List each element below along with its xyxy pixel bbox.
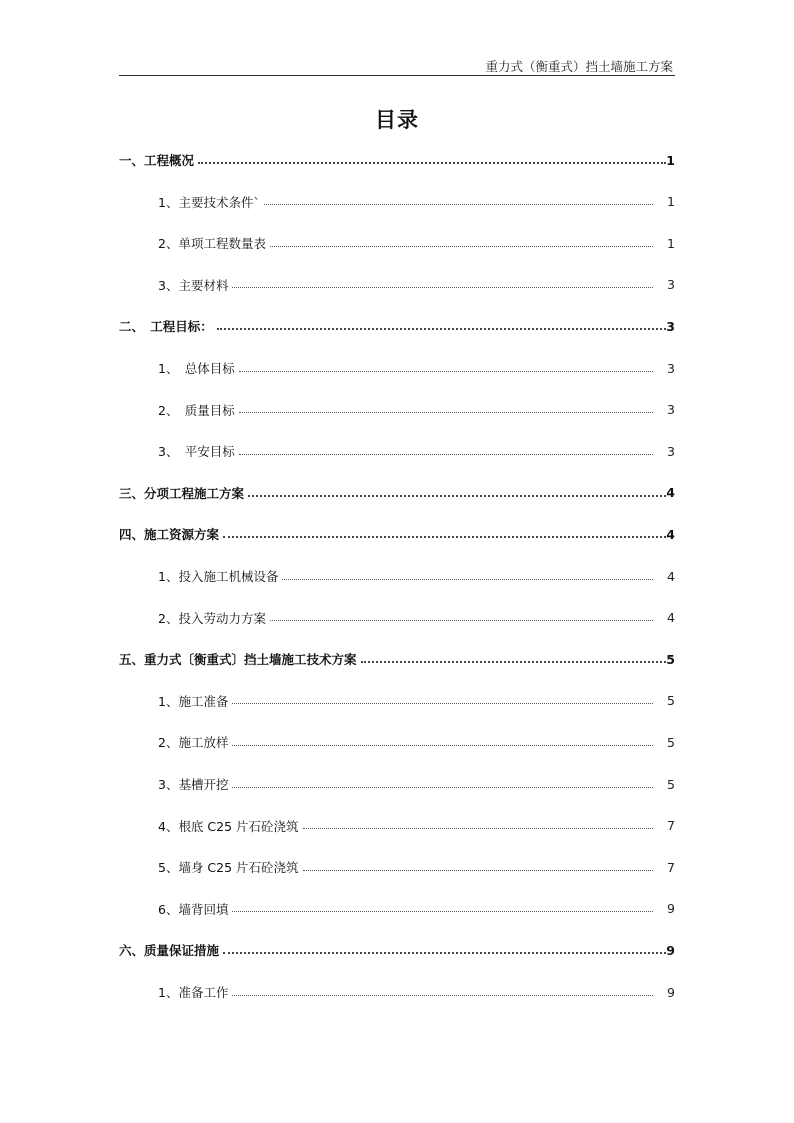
toc-entry-label: 1、施工准备 (158, 693, 229, 709)
toc-dot-leader (232, 703, 653, 704)
toc-section-entry[interactable] (119, 514, 675, 554)
toc-entry-label: 6、墙背回填 (158, 901, 229, 917)
toc-subsection-entry[interactable] (158, 556, 675, 596)
toc-entry-label: 2、 质量目标 (158, 402, 235, 418)
toc-entry-label: 1、 总体目标 (158, 361, 235, 376)
toc-dot-leader (248, 495, 666, 497)
toc-page-number: 9 (667, 984, 675, 1000)
toc-subsection-entry[interactable] (158, 182, 675, 222)
toc-dot-leader (232, 911, 653, 912)
toc-entry-label: 5、墙身 C25 片石砼浇筑 (158, 860, 299, 876)
toc-entry-label: 四、施工资源方案 (119, 527, 220, 543)
toc-entry-label: 3、 平安目标 (158, 444, 235, 460)
toc-dot-leader (264, 204, 653, 205)
toc-dot-leader (303, 870, 654, 871)
toc-entry-label: 4、根底 C25 片石砼浇筑 (158, 818, 299, 834)
toc-section-entry[interactable] (119, 930, 675, 970)
toc-page-number: 3 (667, 360, 675, 376)
toc-page-number: 1 (666, 152, 675, 168)
toc-dot-leader (270, 620, 653, 621)
toc-page-number: 3 (666, 318, 675, 334)
toc-subsection-entry[interactable] (158, 223, 675, 263)
toc-page-number: 5 (667, 776, 675, 792)
toc-entry-label: 二、 工程目标： (119, 319, 213, 335)
toc-subsection-entry[interactable] (158, 681, 675, 721)
header-title: 重力式（衡重式）挡土墙施工方案 (485, 59, 673, 74)
toc-dot-leader (223, 536, 666, 538)
toc-entry-label: 2、施工放样 (158, 735, 229, 751)
toc-dot-leader (239, 454, 653, 455)
toc-page-number: 4 (667, 610, 675, 626)
toc-dot-leader (239, 412, 653, 413)
toc-page-number: 9 (667, 901, 675, 917)
toc-page-number: 3 (667, 443, 675, 459)
toc-entry-label: 五、重力式〔衡重式〕挡土墙施工技术方案 (119, 652, 357, 668)
toc-page-number: 4 (666, 526, 675, 542)
header-rule (119, 75, 675, 76)
toc-dot-leader (270, 246, 653, 247)
toc-entry-label: 1、主要技术条件` (158, 194, 260, 210)
toc-dot-leader (361, 661, 667, 663)
toc-entry-label: 3、基槽开挖 (158, 777, 229, 792)
toc-dot-leader (282, 579, 653, 580)
toc-page-number: 5 (666, 651, 675, 667)
toc-section-entry[interactable] (119, 473, 675, 513)
toc-dot-leader (198, 162, 666, 164)
toc-page-number: 1 (667, 194, 675, 210)
toc-subsection-entry[interactable] (158, 972, 675, 1012)
toc-section-entry[interactable] (119, 306, 675, 346)
toc-dot-leader (232, 787, 653, 788)
toc-dot-leader (232, 287, 653, 288)
toc-entry-label: 2、投入劳动力方案 (158, 610, 266, 626)
toc-entry-label: 三、分项工程施工方案 (119, 485, 245, 501)
toc-page-number: 7 (667, 818, 675, 834)
toc-subsection-entry[interactable] (158, 390, 675, 430)
toc-entry-label: 六、质量保证措施 (119, 943, 220, 959)
toc-page-number: 3 (667, 277, 675, 293)
toc-subsection-entry[interactable] (158, 889, 675, 929)
toc-subsection-entry[interactable] (158, 431, 675, 471)
toc-dot-leader (303, 828, 654, 829)
toc-entry-label: 1、准备工作 (158, 985, 229, 1000)
document-title: 目录 (375, 108, 419, 132)
toc-page-number: 3 (667, 402, 675, 418)
toc-section-entry[interactable] (119, 639, 675, 679)
toc-subsection-entry[interactable] (158, 598, 675, 638)
toc-section-entry[interactable] (119, 140, 675, 180)
toc-entry-label: 一、工程概况 (119, 153, 195, 168)
toc-subsection-entry[interactable] (158, 847, 675, 887)
toc-page-number: 7 (667, 859, 675, 875)
toc-dot-leader (223, 952, 666, 954)
toc-page-number: 1 (667, 235, 675, 251)
toc-dot-leader (217, 328, 667, 330)
toc-dot-leader (239, 371, 653, 372)
toc-subsection-entry[interactable] (158, 764, 675, 804)
toc-subsection-entry[interactable] (158, 348, 675, 388)
toc-entry-label: 3、主要材料 (158, 277, 229, 293)
toc-entry-label: 1、投入施工机械设备 (158, 569, 279, 584)
toc-subsection-entry[interactable] (158, 806, 675, 846)
toc-dot-leader (232, 995, 653, 996)
toc-subsection-entry[interactable] (158, 265, 675, 305)
toc-page-number: 4 (667, 568, 675, 584)
toc-page-number: 9 (666, 942, 675, 958)
toc-dot-leader (232, 745, 653, 746)
toc-page-number: 5 (667, 693, 675, 709)
toc-page-number: 4 (666, 485, 675, 501)
toc-subsection-entry[interactable] (158, 722, 675, 762)
toc-page-number: 5 (667, 734, 675, 750)
toc-entry-label: 2、单项工程数量表 (158, 236, 266, 252)
